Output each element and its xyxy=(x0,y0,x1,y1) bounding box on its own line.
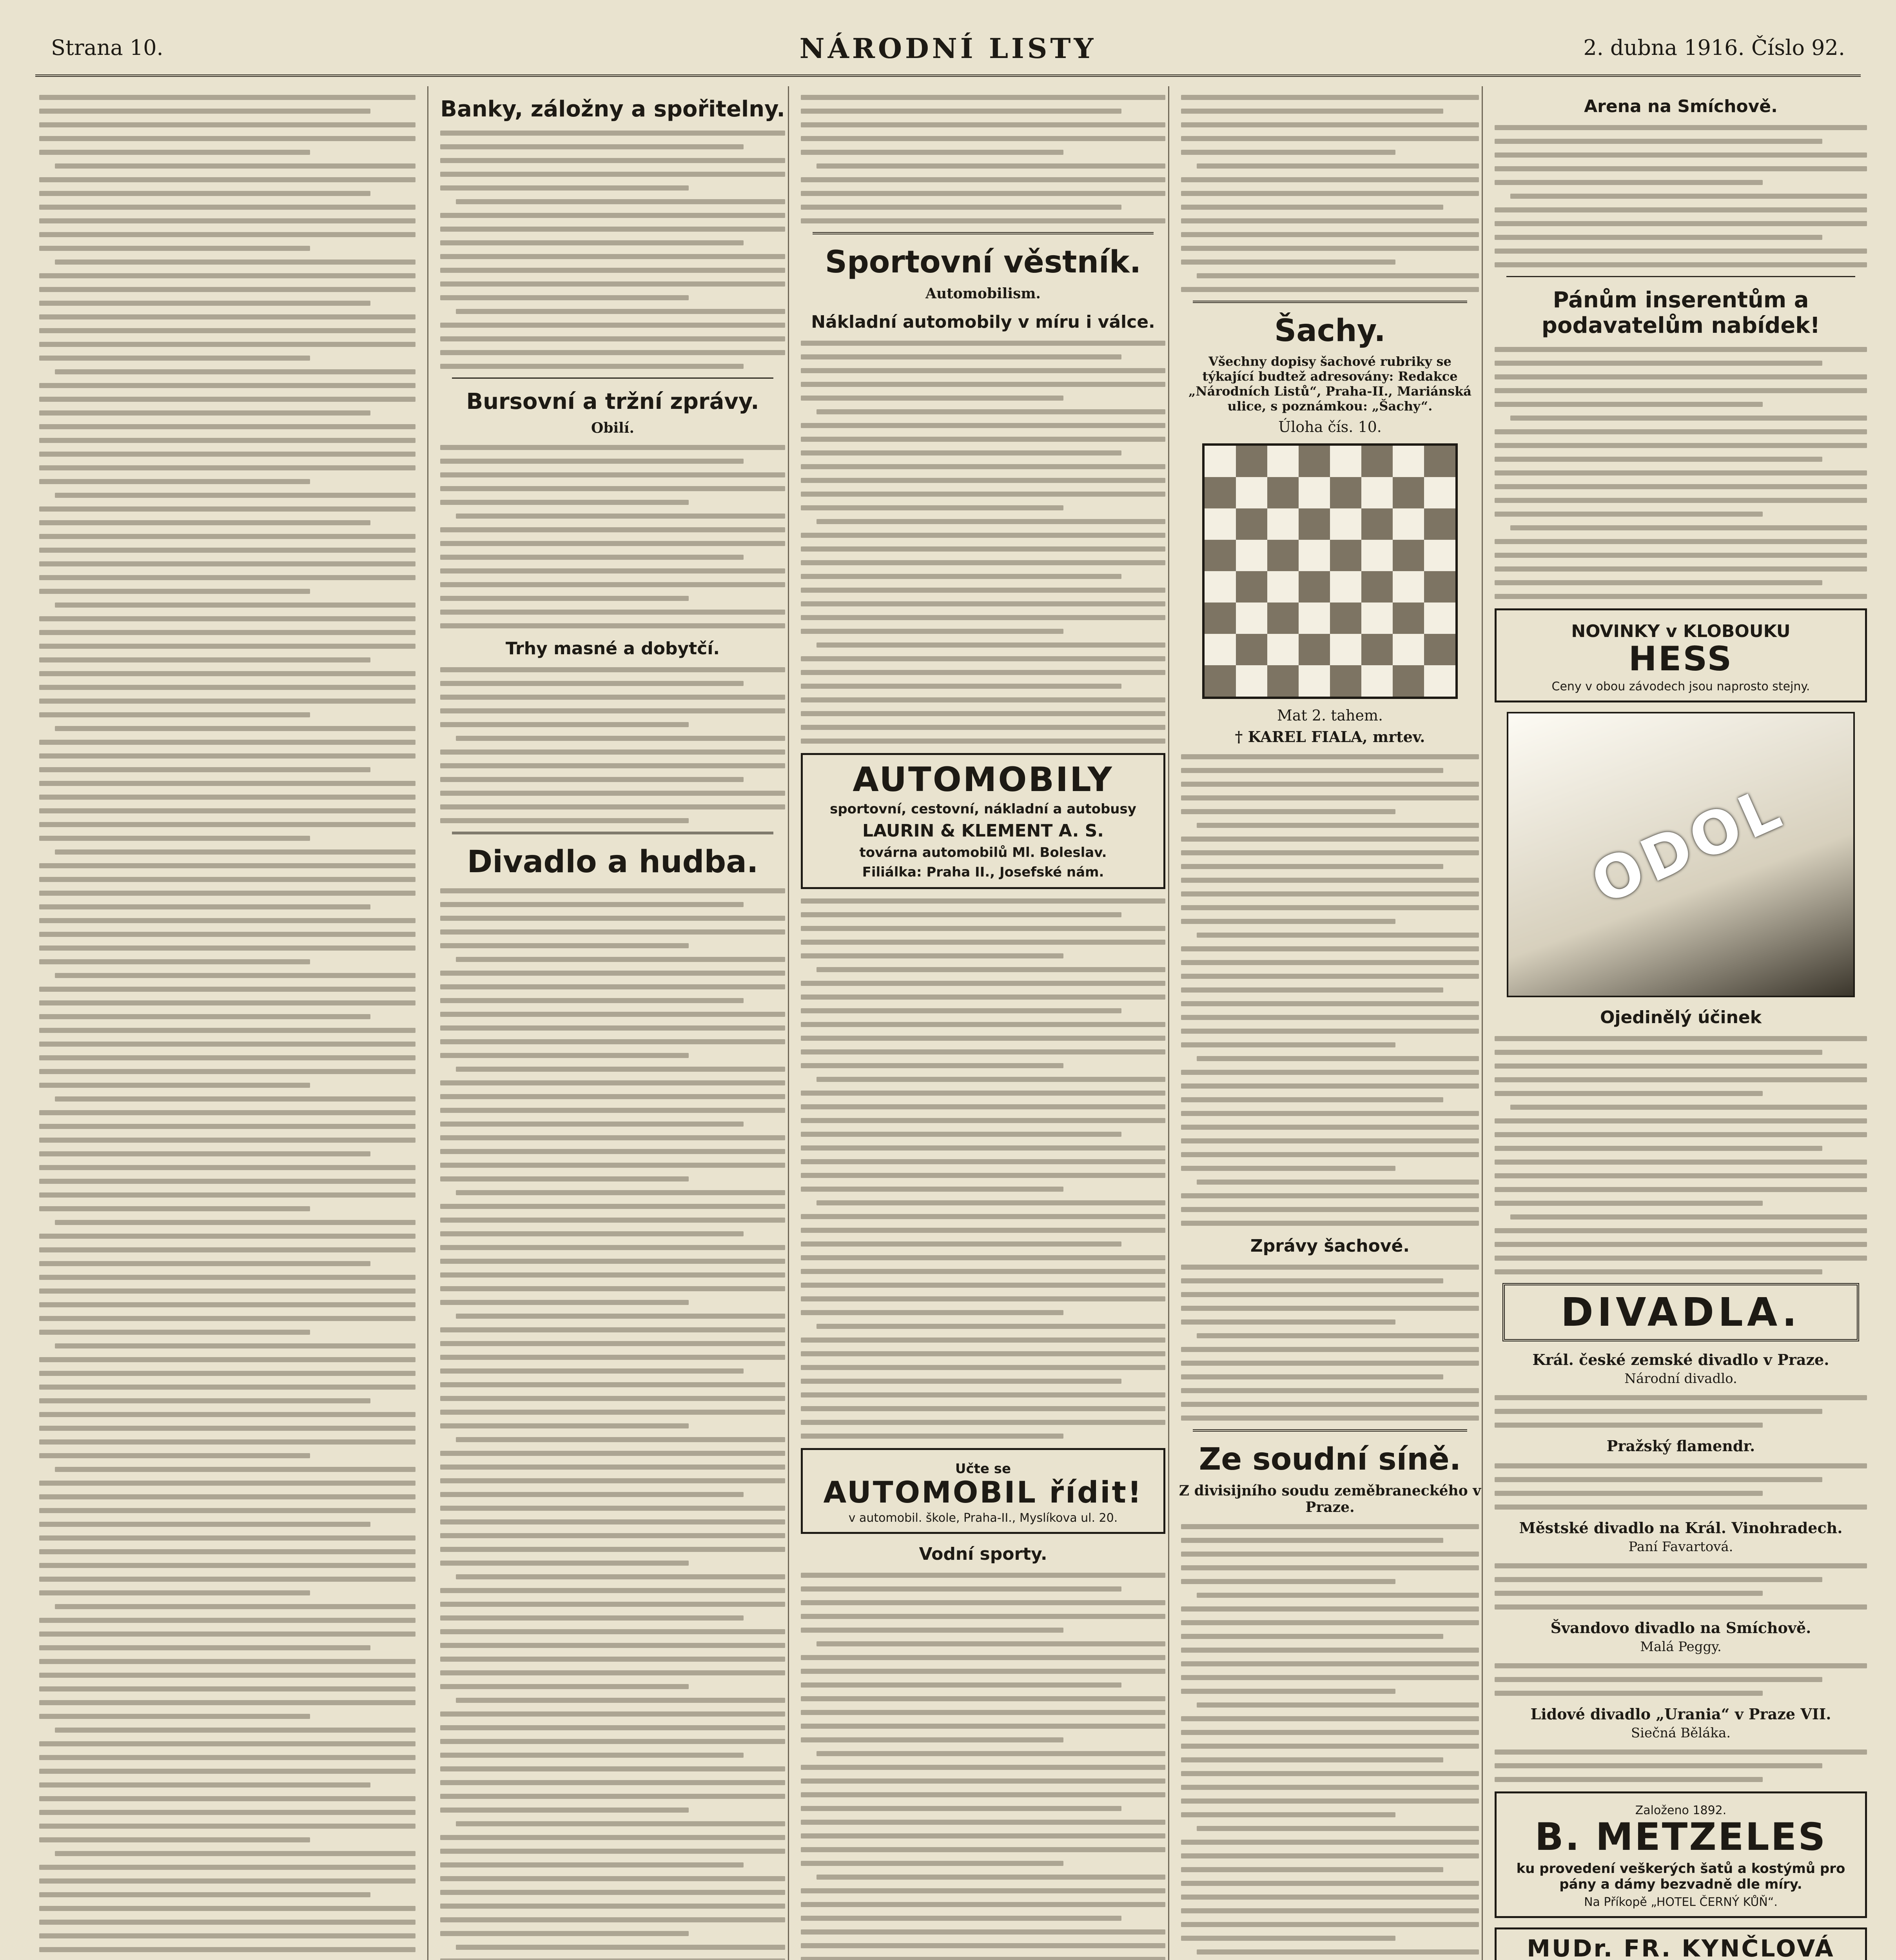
theatre-sub: Siečná Běláka. xyxy=(1631,1725,1731,1741)
sport-heading: Sportovní věstník. xyxy=(825,245,1141,280)
ad-metzeles: Založeno 1892. B. METZELES ku provedení veškerých šatů a kostýmů pro pány a dámy bezvadně dle míry. Na Příkopě „HOTEL ČERNÝ KŮŇ“. xyxy=(1495,1791,1867,1918)
trhy-heading: Trhy masné a dobytčí. xyxy=(505,639,720,659)
theatre-name: Švandovo divadlo na Smíchově. xyxy=(1550,1619,1811,1637)
divadlo-heading: Divadlo a hudba. xyxy=(467,844,758,880)
ad-kynclova: MUDr. FR. KYNČLOVÁ xyxy=(1495,1927,1867,1960)
ad-hess-klobouky: NOVINKY v KLOBOUKU HESS Ceny v obou závodech jsou naprosto stejny. xyxy=(1495,608,1867,702)
column-5 xyxy=(1482,86,1871,1960)
newspaper-title: NÁRODNÍ LISTY xyxy=(799,32,1097,65)
ad-title: AUTOMOBILY xyxy=(853,760,1114,799)
auto-subheading: Automobilism. xyxy=(925,285,1041,302)
theatre-name: Městské divadlo na Král. Vinohradech. xyxy=(1519,1519,1843,1537)
ad-laurin-klement: AUTOMOBILY sportovní, cestovní, nákladní a autobusy LAURIN & KLEMENT A. S. továrna automobilů Ml. Boleslav. Filiálka: Praha II., Josefské nám. xyxy=(801,753,1165,889)
burza-heading: Bursovní a tržní zprávy. xyxy=(466,389,759,414)
sach-note: Všechny dopisy šachové rubriky se týkající budtež adresovány: Redakce „Národních Listů“, Praha-II., Mariánská ulice, s poznámkou: „Šachy“. xyxy=(1188,354,1472,414)
column-4 xyxy=(1168,86,1483,1960)
divadla-heading: DIVADLA. xyxy=(1502,1283,1859,1341)
theatre-sub: Malá Peggy. xyxy=(1640,1639,1722,1655)
sach-heading: Šachy. xyxy=(1274,313,1386,348)
theatre-name: Král. české zemské divadlo v Praze. xyxy=(1532,1351,1829,1369)
column-2 xyxy=(427,86,789,1960)
banks-heading: Banky, záložny a spořitelny. xyxy=(440,96,785,122)
ad-autoskola: Učte se AUTOMOBIL řídit! v automobil. škole, Praha-II., Myslíkova ul. 20. xyxy=(801,1448,1165,1534)
odol-heading: Ojedinělý účinek xyxy=(1600,1007,1762,1028)
arena-heading: Arena na Smíchově. xyxy=(1584,96,1778,116)
article-body xyxy=(35,95,419,1960)
issue-date: 2. dubna 1916. Číslo 92. xyxy=(1583,35,1845,60)
odol-advertisement-image xyxy=(1507,712,1855,997)
column-1 xyxy=(35,86,419,1960)
vodni-heading: Vodní sporty. xyxy=(919,1544,1047,1564)
soud-subheading: Z divisijního soudu zeměbraneckého v Praze. xyxy=(1179,1483,1481,1515)
zpravy-heading: Zprávy šachové. xyxy=(1250,1236,1410,1256)
theatre-name: Lidové divadlo „Urania“ v Praze VII. xyxy=(1530,1705,1831,1723)
soud-heading: Ze soudní síně. xyxy=(1199,1442,1461,1477)
uloha-label: Úloha čís. 10. xyxy=(1278,418,1382,436)
theatre-sub: Paní Favartová. xyxy=(1628,1539,1733,1555)
obituary-name: † KAREL FIALA, mrtev. xyxy=(1235,728,1425,746)
auto-heading: Nákladní automobily v míru i válce. xyxy=(811,312,1155,332)
theatre-sub: Národní divadlo. xyxy=(1624,1371,1737,1387)
masthead xyxy=(35,24,1861,77)
odol-logo: ODOL xyxy=(1581,773,1794,918)
column-3 xyxy=(788,86,1169,1960)
theatre-name: Pražský flamendr. xyxy=(1606,1437,1755,1455)
chess-diagram xyxy=(1202,443,1458,699)
page-label: Strana 10. xyxy=(51,35,163,60)
inserent-heading: Pánům inserentům a podavatelům nabídek! xyxy=(1541,287,1820,338)
burza-subheading: Obilí. xyxy=(591,420,635,436)
mat-label: Mat 2. tahem. xyxy=(1277,707,1383,724)
